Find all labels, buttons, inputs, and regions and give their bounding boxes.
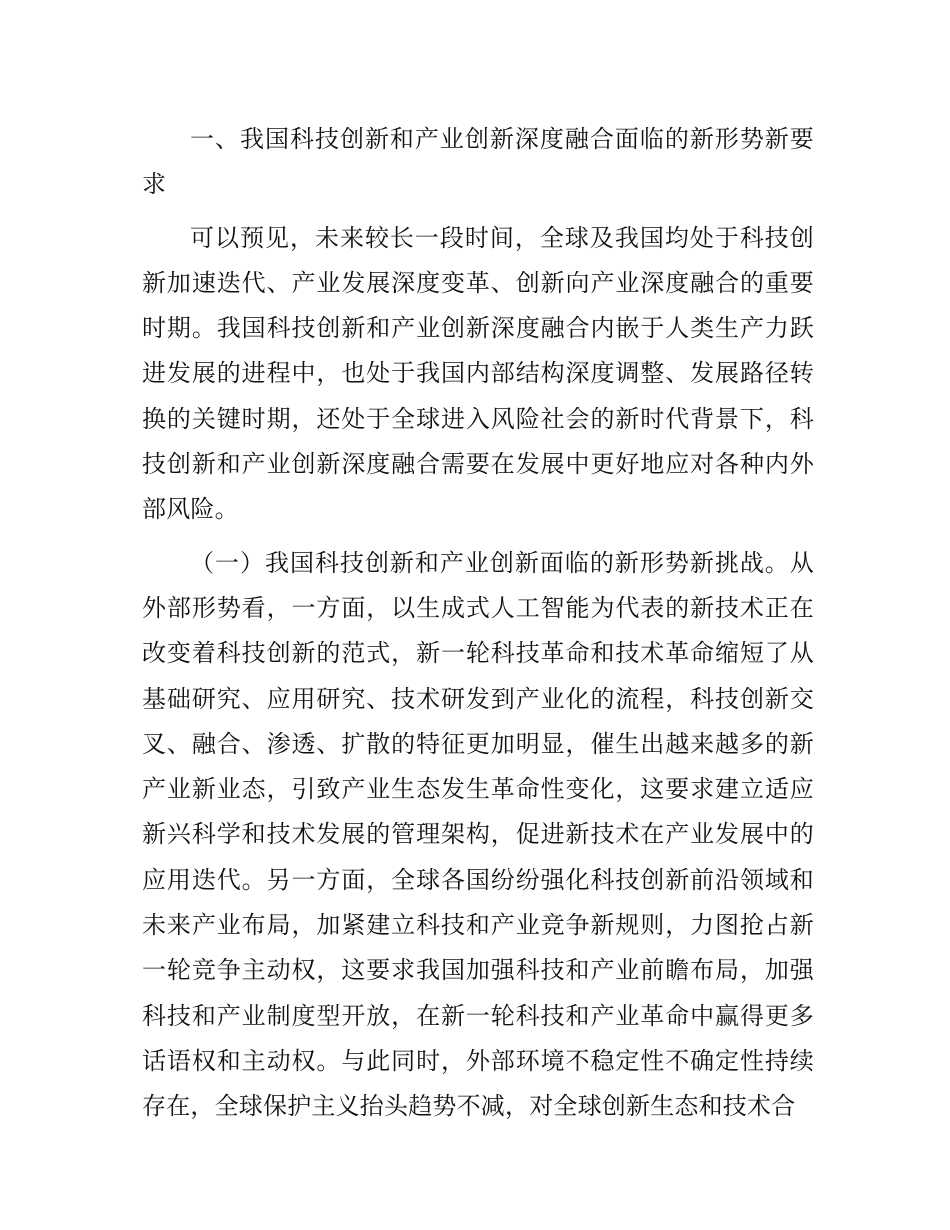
document-body [142, 117, 814, 1130]
section-heading: 一、我国科技创新和产业创新深度融合面临的新形势新要求 [142, 125, 814, 199]
paragraph-overview: 可以预见，未来较长一段时间，全球及我国均处于科技创新加速迭代、产业发展深度变革、创新向产业深度融合的重要时期。我国科技创新和产业创新深度融合内嵌于人类生产力跃进发展的进程中，也处于我国内部结构深度调整、发展路径转换的关键时期，还处于全球进入风险社会的新时代背景下，科技创新和产业创新深度融合需要在发展中更好地应对各种内外部风险。 [142, 223, 814, 524]
paragraph-challenges: （一）我国科技创新和产业创新面临的新形势新挑战。从外部形势看，一方面，以生成式人工智能为代表的新技术正在改变着科技创新的范式，新一轮科技革命和技术革命缩短了从基础研究、应用研究、技术研发到产业化的流程，科技创新交叉、融合、渗透、扩散的特征更加明显，催生出越来越多的新产业新业态，引致产业生态发生革命性变化，这要求建立适应新兴科学和技术发展的管理架构，促进新技术在产业发展中的应用迭代。另一方面，全球各国纷纷强化科技创新前沿领域和未来产业布局，加紧建立科技和产业竞争新规则，力图抢占新一轮竞争主动权，这要求我国加强科技和产业前瞻布局，加强科技和产业制度型开放，在新一轮科技和产业革命中赢得更多话语权和主动权。与此同时，外部环境不稳定性不确定性持续存在，全球保护主义抬头趋势不减，对全球创新生态和技术合 [142, 548, 814, 1121]
